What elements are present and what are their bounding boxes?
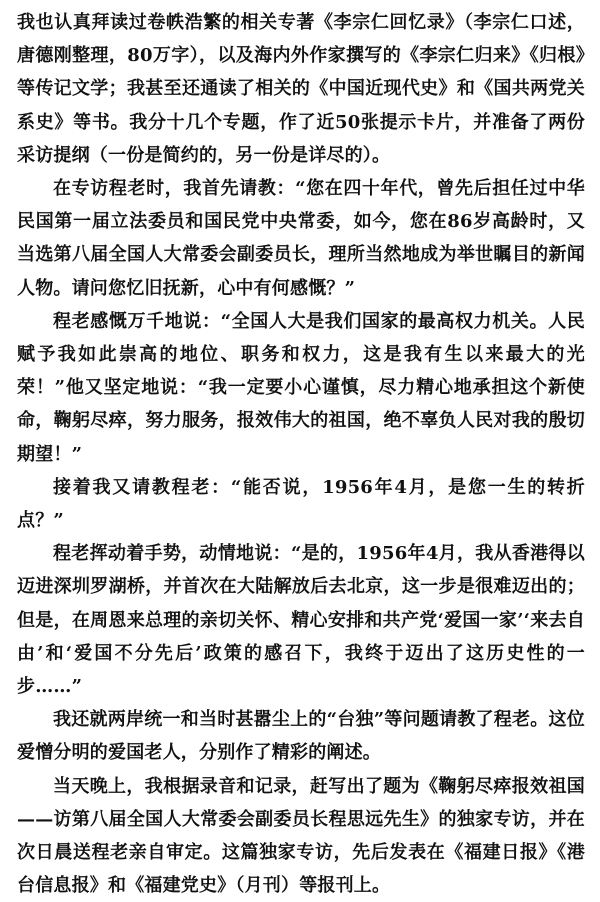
paragraph-5: 程老挥动着手势，动情地说：“是的，1956年4月，我从香港得以迈进深圳罗湖桥，并首次在大陆解放后去北京，这一步是很难迈出的；但是，在周恩来总理的亲切关怀、精心安排和共产党‘爱国一家’‘来去自由’和‘爱国不分先后’政策的感召下，我终于迈出了这历史性的一步……” <box>17 543 585 698</box>
document-page <box>17 6 585 902</box>
paragraph-4: 接着我又请教程老：“能否说，1956年4月，是您一生的转折点？” <box>17 476 585 532</box>
paragraph-6: 我还就两岸统一和当时甚嚣尘上的“台独”等问题请教了程老。这位爱憎分明的爱国老人，分别作了精彩的阐述。 <box>17 709 585 764</box>
paragraph-7: 当天晚上，我根据录音和记录，赶写出了题为《鞠躬尽瘁报效祖国——访第八届全国人大常委会副委员长程思远先生》的独家专访，并在次日晨送程老亲自审定。这篇独家专访，先后发表在《福建日报》《港台信息报》和《福建党史》（月刊）等报刊上。 <box>17 775 585 897</box>
paragraph-2: 在专访程老时，我首先请教：“您在四十年代，曾先后担任过中华民国第一届立法委员和国民党中央常委，如今，您在86岁高龄时，又当选第八届全国人大常委会副委员长，理所当然地成为举世瞩目的新闻人物。请问您忆旧抚新，心中有何感慨？” <box>17 178 585 299</box>
paragraph-3: 程老感慨万千地说：“全国人大是我们国家的最高权力机关。人民赋予我如此崇高的地位、职务和权力，这是我有生以来最大的光荣！”他又坚定地说：“我一定要小心谨慎，尽力精心地承担这个新使命，鞠躬尽瘁，努力服务，报效伟大的祖国，绝不辜负人民对我的殷切期望！” <box>17 310 585 465</box>
paragraph-1: 我也认真拜读过卷帙浩繁的相关专著《李宗仁回忆录》（李宗仁口述，唐德刚整理，80万字），以及海内外作家撰写的《李宗仁归来》《归根》等传记文学；我甚至还通读了相关的《中国近现代史》和《国共两党关系史》等书。我分十几个专题，作了近50张提示卡片，并准备了两份采访提纲（一份是简约的，另一份是详尽的）。 <box>17 12 585 166</box>
